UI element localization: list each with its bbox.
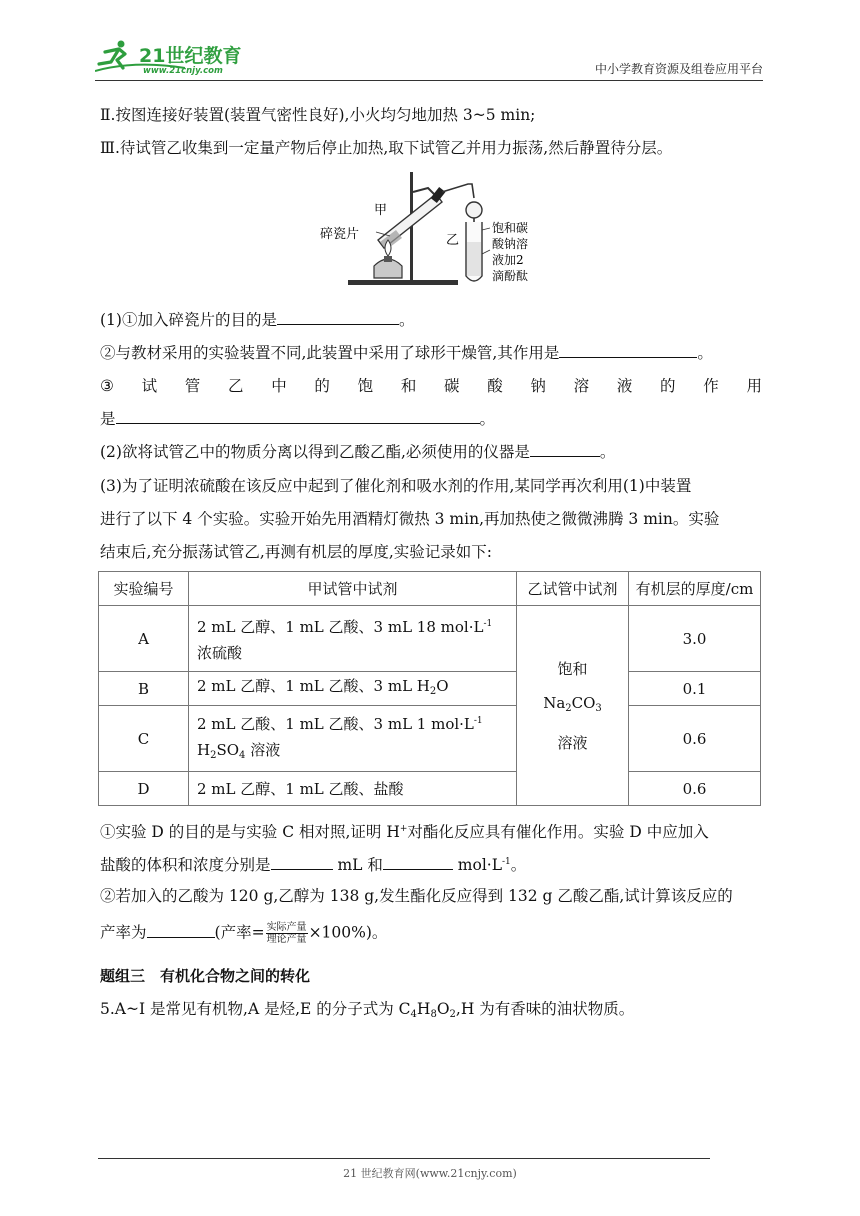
formula-part: SO — [216, 741, 240, 759]
footer-text: 21 世纪教育网(www.21cnjy.com) — [343, 1167, 517, 1180]
label-solution-4: 滴酚酞 — [492, 269, 529, 283]
sub1-text: ①实验 D 的目的是与实验 C 相对照,证明 H — [100, 823, 400, 841]
fraction-denominator: 理论产量 — [266, 934, 307, 945]
row-thickness: 0.6 — [629, 772, 761, 806]
subscript: 3 — [595, 702, 602, 714]
subscript: 4 — [410, 1009, 417, 1020]
question-1c-char: 钠 — [530, 377, 546, 395]
question-3-sub1 — [100, 819, 762, 842]
question-3-sub1-cont — [100, 852, 762, 875]
q5-text: 5.A~I 是常见有机物,A 是烃,E 的分子式为 C — [100, 1000, 411, 1018]
question-1b-text: ②与教材采用的实验装置不同,此装置中采用了球形干燥管,其作用是 — [100, 344, 560, 362]
subscript: 2 — [429, 685, 437, 697]
sub2-text: (产率= — [214, 923, 265, 942]
yield-fraction — [266, 922, 308, 945]
formula-part: O — [436, 1000, 450, 1018]
question-1b-end: 。 — [697, 344, 713, 362]
sub2-text: 产率为 — [100, 923, 147, 942]
superscript: -1 — [502, 857, 511, 867]
table-header: 乙试管中试剂 — [517, 572, 629, 606]
question-1c-char: 液 — [616, 377, 633, 395]
question-1a — [100, 310, 762, 330]
reagent-text: O — [436, 676, 449, 695]
question-1c-char: 中 — [271, 377, 287, 395]
question-3-sub2-cont — [100, 922, 762, 945]
reagent-text: 2 mL 乙醇、1 mL 乙酸、3 mL 18 mol·L — [197, 618, 484, 636]
logo-subtitle: www.21cnjy.com — [143, 66, 223, 76]
platform-name: 中小学教育资源及组卷应用平台 — [594, 62, 763, 76]
experiment-table — [98, 571, 761, 806]
logo — [95, 38, 255, 76]
question-1c-char: 酸 — [487, 377, 503, 395]
label-yi: 乙 — [446, 233, 460, 248]
question-2-end: 。 — [599, 443, 616, 461]
step-2: Ⅱ.按图连接好装置(装置气密性良好),小火均匀地加热 3~5 min; — [100, 106, 536, 124]
question-1c-char: 管 — [184, 377, 201, 395]
reagent-text: 溶液 — [245, 741, 281, 759]
unit-text: mol·L — [452, 856, 503, 874]
question-1c-end: 。 — [479, 410, 496, 428]
question-3-sub2: ②若加入的乙酸为 120 g,乙醇为 138 g,发生酯化反应得到 132 g 乙酸乙酯,试计算该反应的 — [100, 887, 733, 905]
logo-title: 21世纪教育 — [139, 45, 242, 67]
formula-part: Na — [543, 693, 566, 712]
yi-reagent-line: 溶液 — [557, 733, 588, 752]
reagent-text: 2 mL 乙酸、1 mL 乙酸、3 mL 1 mol·L — [197, 715, 474, 733]
sub1-text: 对酯化反应具有催化作用。实验 D 中应加入 — [407, 823, 709, 841]
question-1c-char: 溶 — [573, 377, 590, 395]
row-reagent — [189, 606, 517, 672]
fraction-numerator: 实际产量 — [266, 922, 307, 933]
subscript: 8 — [430, 1009, 437, 1020]
superscript: -1 — [483, 619, 493, 629]
question-3-line3: 结束后,充分振荡试管乙,再测有机层的厚度,实验记录如下: — [100, 543, 493, 561]
answer-blank-2[interactable] — [530, 442, 600, 457]
row-thickness: 3.0 — [629, 606, 761, 672]
question-1c-char: 碳 — [444, 377, 460, 395]
table-row — [99, 706, 761, 772]
question-1a-end: 。 — [398, 311, 415, 329]
row-id: A — [99, 606, 189, 672]
row-id: B — [99, 672, 189, 706]
question-1c-char: ③ — [100, 377, 114, 395]
label-solution-1: 饱和碳 — [492, 221, 529, 235]
row-reagent: 2 mL 乙醇、1 mL 乙酸、盐酸 — [189, 772, 517, 806]
test-tube-yi — [466, 222, 482, 281]
question-1c-char: 乙 — [228, 377, 244, 395]
question-1a-text: (1)①加入碎瓷片的目的是 — [100, 311, 277, 329]
step-3: Ⅲ.待试管乙收集到一定量产物后停止加热,取下试管乙并用力振荡,然后静置待分层。 — [100, 139, 673, 157]
table-header: 实验编号 — [99, 572, 189, 606]
answer-blank-concentration[interactable] — [383, 855, 453, 870]
answer-blank-1a[interactable] — [277, 310, 399, 325]
answer-blank-yield[interactable] — [147, 923, 215, 938]
yi-reagent-line: 饱和 — [557, 659, 588, 678]
question-1c-char: 和 — [400, 377, 417, 395]
question-1c-char: 的 — [314, 377, 330, 395]
row-thickness: 0.6 — [629, 706, 761, 772]
formula-part: CO — [571, 693, 596, 712]
page-header — [95, 38, 763, 80]
question-1c — [100, 376, 762, 396]
question-5 — [100, 999, 762, 1025]
question-3-line1: (3)为了证明浓硫酸在该反应中起到了催化剂和吸水剂的作用,某同学再次利用(1)中装置 — [100, 477, 692, 495]
sub1-end: 。 — [510, 856, 527, 874]
sub1-text: mL 和 — [332, 856, 383, 874]
superscript: -1 — [473, 716, 483, 726]
superscript: + — [399, 824, 408, 834]
section-heading: 题组三 有机化合物之间的转化 — [100, 967, 311, 985]
sub1-text: 盐酸的体积和浓度分别是 — [100, 856, 271, 874]
question-2 — [100, 442, 762, 462]
question-1c-cont — [100, 409, 762, 429]
label-jia: 甲 — [374, 203, 388, 218]
question-1c-char: 用 — [746, 377, 762, 395]
q5-text: ,H 为有香味的油状物质。 — [455, 1000, 635, 1018]
reagent-text: 2 mL 乙醇、1 mL 乙酸、3 mL H — [197, 676, 430, 695]
yi-reagent-formula — [543, 694, 602, 712]
subscript: 2 — [210, 750, 217, 761]
table-row — [99, 772, 761, 806]
alcohol-lamp — [374, 240, 402, 278]
answer-blank-1c[interactable] — [116, 409, 480, 424]
subscript: 2 — [449, 1009, 456, 1020]
answer-blank-1b[interactable] — [559, 343, 697, 358]
question-1c-char: 的 — [660, 377, 676, 395]
row-reagent — [189, 706, 517, 772]
question-2-text: (2)欲将试管乙中的物质分离以得到乙酸乙酯,必须使用的仪器是 — [100, 443, 530, 461]
reagent-text: 浓硫酸 — [197, 644, 243, 662]
table-header-row — [99, 572, 761, 606]
formula-part: H — [197, 741, 211, 759]
table-row — [99, 606, 761, 672]
sub2-text: ×100%)。 — [308, 923, 388, 942]
apparatus-figure — [318, 170, 548, 292]
row-thickness: 0.1 — [629, 672, 761, 706]
subscript: 4 — [239, 750, 246, 761]
label-chips: 碎瓷片 — [320, 227, 360, 242]
row-id: D — [99, 772, 189, 806]
table-header: 有机层的厚度/cm — [629, 572, 761, 606]
question-1b — [100, 343, 762, 363]
formula-part: H — [416, 1000, 431, 1018]
question-1c-char: 试 — [141, 377, 158, 395]
header-divider — [95, 80, 763, 81]
question-1c-char: 饱 — [357, 377, 374, 395]
row-reagent — [189, 672, 517, 706]
question-1c-cont-text: 是 — [100, 410, 116, 428]
table-header: 甲试管中试剂 — [189, 572, 517, 606]
yi-reagent-cell — [517, 606, 629, 806]
row-id: C — [99, 706, 189, 772]
subscript: 2 — [565, 702, 572, 714]
question-3-line2: 进行了以下 4 个实验。实验开始先用酒精灯微热 3 min,再加热使之微微沸腾 3 min。实验 — [100, 510, 720, 528]
table-row — [99, 672, 761, 706]
answer-blank-volume[interactable] — [271, 855, 333, 870]
question-1c-char: 作 — [703, 377, 719, 395]
footer-divider — [98, 1158, 710, 1159]
label-solution-2: 酸钠溶 — [492, 237, 529, 251]
label-solution-3: 液加2 — [492, 253, 524, 267]
